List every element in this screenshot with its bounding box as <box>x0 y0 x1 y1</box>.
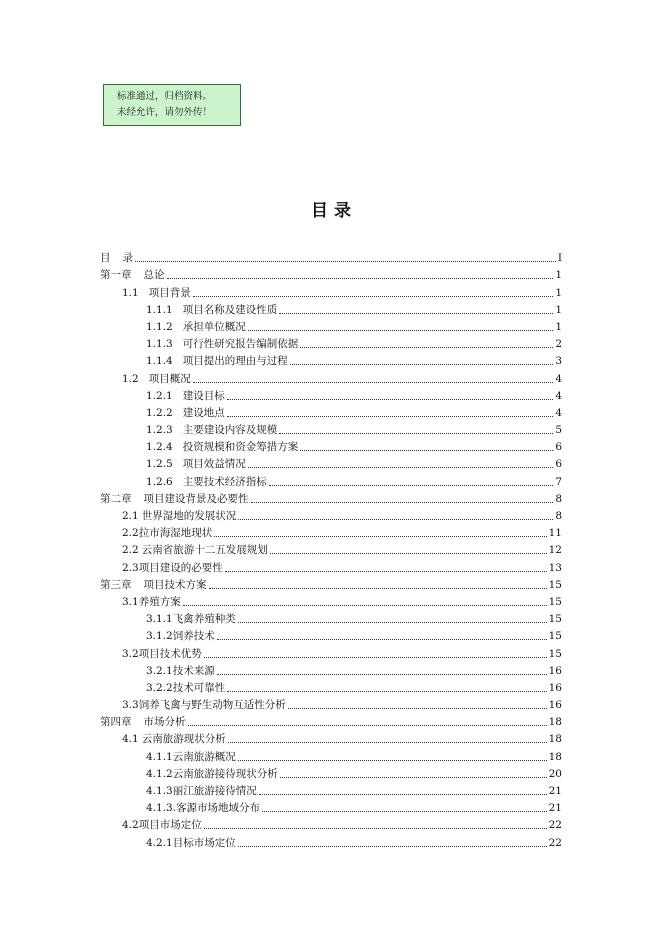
toc-entry[interactable] <box>100 694 562 711</box>
toc-entry[interactable] <box>100 505 562 522</box>
toc-entry[interactable] <box>100 591 562 608</box>
toc-entry-text: 拉市海湿地现状 <box>138 527 213 540</box>
toc-entry-label <box>146 785 257 797</box>
toc-entry-text: 市场分析 <box>143 716 186 729</box>
toc-entry-label <box>146 441 298 453</box>
toc-entry-page: 4 <box>555 406 562 419</box>
dot-leader <box>227 399 554 400</box>
toc-entry-number: 2.3 <box>122 561 139 574</box>
toc-entry-page: 15 <box>548 578 562 591</box>
toc-entry-number: 第四章 <box>100 716 132 729</box>
dot-leader <box>188 725 547 726</box>
dot-leader <box>225 571 547 572</box>
dot-leader <box>217 639 547 640</box>
toc-entry[interactable] <box>100 299 562 316</box>
toc-entry-number: 1.2.6 <box>146 475 173 488</box>
toc-entry-label <box>146 751 236 763</box>
toc-entry-page: 8 <box>555 510 562 522</box>
toc-entry-text: 技术来源 <box>172 664 215 677</box>
toc-entry-page: 12 <box>548 544 562 557</box>
toc-entry-text: 项目背景 <box>148 286 191 299</box>
toc-entry-page: 22 <box>548 819 562 832</box>
toc-entry-label <box>146 630 215 642</box>
toc-entry-label <box>100 252 133 264</box>
toc-entry[interactable] <box>100 488 562 505</box>
toc-entry-label <box>122 733 226 745</box>
toc-entry-number: 4.1.3. <box>146 802 177 815</box>
toc-entry-page: 5 <box>555 424 562 437</box>
toc-entry-number: 3.2 <box>122 647 139 660</box>
toc-entry-page: 4 <box>555 372 562 385</box>
toc-entry-page: 21 <box>548 802 562 815</box>
toc-entry[interactable] <box>100 574 562 591</box>
toc-entry-text: 建设目标 <box>182 389 225 402</box>
toc-entry-label <box>146 355 288 367</box>
toc-entry[interactable] <box>100 539 562 556</box>
toc-entry-text: 丽江旅游接待情况 <box>172 785 257 797</box>
toc-entry-number: 4.1 <box>122 733 139 746</box>
toc-entry-number: 1.2.4 <box>146 441 173 454</box>
toc-entry-label <box>146 458 246 470</box>
page-title: 目 录 <box>311 201 351 221</box>
toc-entry-text: 项目技术优势 <box>138 647 202 660</box>
toc-entry-label <box>146 682 225 694</box>
toc-entry-number: 4.1.3 <box>146 785 173 797</box>
toc-entry-number: 2.2 <box>122 527 139 540</box>
toc-entry-text: 项目概况 <box>148 372 191 385</box>
toc-entry-text: 投资规模和资金筹措方案 <box>182 441 299 454</box>
dot-leader <box>214 536 546 537</box>
toc-entry[interactable] <box>100 453 562 470</box>
toc-entry-page: 18 <box>548 716 562 729</box>
toc-entry-text: 建设地点 <box>182 406 225 419</box>
toc-entry[interactable] <box>100 814 562 831</box>
toc-entry-number: 4.1.2 <box>146 767 173 780</box>
toc-entry[interactable] <box>100 728 562 745</box>
toc-entry-page: 20 <box>548 767 562 780</box>
toc-entry[interactable] <box>100 522 562 539</box>
toc-entry-page: 15 <box>548 630 562 643</box>
toc-entry-page: 6 <box>555 441 562 454</box>
toc-entry-label <box>146 321 246 333</box>
toc-entry-text: 云南旅游概况 <box>172 750 236 763</box>
dot-leader <box>300 347 553 348</box>
toc-entry-number: 1.2.2 <box>146 406 173 419</box>
approval-notice-box <box>103 84 241 126</box>
toc-entry-label <box>122 287 191 299</box>
toc-entry-text: 主要技术经济指标 <box>182 475 267 488</box>
toc-entry[interactable] <box>100 745 562 762</box>
toc-entry-number: 1.1.3 <box>146 338 173 351</box>
toc-entry[interactable] <box>100 247 562 264</box>
table-of-contents <box>100 247 562 849</box>
toc-entry-page: 15 <box>548 647 562 660</box>
toc-entry-number: 第三章 <box>100 578 132 591</box>
toc-entry-text: 可行性研究报告编制依据 <box>182 338 299 351</box>
toc-entry-number: 2.1 <box>122 510 139 522</box>
toc-entry-page: I <box>557 252 562 265</box>
toc-entry-text: 饲养飞禽与野生动物互适性分析 <box>138 699 286 712</box>
toc-entry-label <box>122 596 181 608</box>
toc-entry-number: 4.2.1 <box>146 836 173 849</box>
toc-entry-text: 目标市场定位 <box>172 836 236 849</box>
toc-entry[interactable] <box>100 556 562 573</box>
toc-entry[interactable] <box>100 831 562 848</box>
dot-leader <box>228 742 547 743</box>
toc-entry-page: 7 <box>555 475 562 488</box>
toc-entry-number: 1.2.1 <box>146 389 173 402</box>
toc-entry-page: 4 <box>555 389 562 402</box>
toc-entry[interactable] <box>100 470 562 487</box>
dot-leader <box>259 794 547 795</box>
toc-entry[interactable] <box>100 677 562 694</box>
toc-entry[interactable] <box>100 402 562 419</box>
toc-entry-number: 1.1.2 <box>146 320 173 333</box>
toc-entry-label <box>146 837 236 849</box>
toc-entry-label <box>146 424 277 436</box>
dot-leader <box>193 296 554 297</box>
toc-entry-label <box>122 527 212 539</box>
toc-entry[interactable] <box>100 608 562 625</box>
dot-leader <box>269 485 554 486</box>
toc-entry[interactable] <box>100 625 562 642</box>
toc-entry-number: 1.2.3 <box>146 424 173 437</box>
toc-entry-text: 技术可靠性 <box>172 681 226 694</box>
dot-leader <box>204 828 547 829</box>
toc-entry-number: 1.1.1 <box>146 303 173 316</box>
toc-entry-label <box>100 493 249 505</box>
toc-entry[interactable] <box>100 780 562 797</box>
dot-leader <box>217 674 547 675</box>
toc-entry-number: 1.1 <box>122 286 139 299</box>
toc-entry-text: 客源市场地域分布 <box>176 802 261 815</box>
dot-leader <box>227 416 554 417</box>
toc-entry-page: 22 <box>548 836 562 849</box>
notice-line-1: 标准通过，归档资料。 <box>117 91 213 102</box>
dot-leader <box>248 330 554 331</box>
toc-entry-number: 4.1.1 <box>146 750 173 763</box>
toc-entry-page: 1 <box>555 320 562 333</box>
toc-entry-number: 1.2.5 <box>146 458 173 471</box>
toc-entry-label <box>100 269 165 281</box>
toc-entry-text: 云南旅游接待现状分析 <box>172 767 278 780</box>
notice-line-2: 未经允许，请勿外传！ <box>117 107 213 118</box>
toc-entry-text: 项目技术方案 <box>143 578 207 591</box>
toc-entry-number: 3.1.1 <box>146 613 173 626</box>
toc-entry-number: 3.3 <box>122 699 139 712</box>
toc-entry-number: 3.1 <box>122 595 139 608</box>
dot-leader <box>251 502 554 503</box>
toc-entry-number: 第一章 <box>100 269 132 282</box>
toc-entry-number: 4.2 <box>122 819 139 832</box>
toc-entry-page: 1 <box>555 269 562 282</box>
toc-entry[interactable] <box>100 316 562 333</box>
toc-entry-text: 飞禽养殖种类 <box>172 613 236 626</box>
toc-entry-page: 8 <box>555 492 562 505</box>
toc-entry-page: 6 <box>555 458 562 471</box>
toc-entry-label <box>122 544 268 556</box>
toc-entry[interactable] <box>100 367 562 384</box>
toc-entry-label <box>146 338 298 350</box>
toc-entry-page: 21 <box>548 785 562 797</box>
toc-entry-text: 世界湿地的发展状况 <box>141 510 237 522</box>
dot-leader <box>238 519 553 520</box>
toc-entry-page: 18 <box>548 733 562 746</box>
dot-leader <box>183 605 547 606</box>
toc-entry[interactable] <box>100 642 562 659</box>
toc-entry-text: 项目建设背景及必要性 <box>143 492 249 505</box>
toc-entry-label <box>122 819 202 831</box>
toc-entry-page: 18 <box>548 750 562 763</box>
toc-entry-text: 项目提出的理由与过程 <box>182 355 288 368</box>
toc-entry-page: 15 <box>548 595 562 608</box>
toc-entry-page: 16 <box>548 664 562 677</box>
toc-entry-text: 云南省旅游十二五发展规划 <box>141 544 268 557</box>
toc-entry-label <box>100 716 186 728</box>
toc-entry-text: 承担单位概况 <box>182 320 246 333</box>
toc-entry-label <box>122 562 223 574</box>
toc-entry-number: 3.2.2 <box>146 681 173 694</box>
dot-leader <box>204 657 547 658</box>
dot-leader <box>238 846 547 847</box>
toc-entry-number: 3.1.2 <box>146 630 173 643</box>
toc-entry-label <box>122 373 191 385</box>
toc-entry-text: 项目名称及建设性质 <box>182 303 278 316</box>
toc-entry-text: 项目市场定位 <box>138 819 202 832</box>
toc-entry[interactable] <box>100 350 562 367</box>
toc-entry-page: 13 <box>548 561 562 574</box>
toc-entry-label <box>122 510 236 522</box>
dot-leader <box>288 708 547 709</box>
toc-entry-number: 1.2 <box>122 372 139 385</box>
toc-entry-number: 第二章 <box>100 492 132 505</box>
dot-leader <box>262 811 547 812</box>
toc-entry[interactable] <box>100 436 562 453</box>
toc-entry-label <box>146 390 225 402</box>
toc-entry[interactable] <box>100 281 562 298</box>
dot-leader <box>279 313 553 314</box>
toc-entry-page: 2 <box>555 338 562 351</box>
toc-entry-page: 3 <box>555 355 562 368</box>
toc-entry-label <box>146 304 277 316</box>
dot-leader <box>167 278 554 279</box>
toc-entry-number: 1.1.4 <box>146 355 173 368</box>
toc-entry[interactable] <box>100 711 562 728</box>
toc-entry-page: 1 <box>555 286 562 299</box>
dot-leader <box>238 760 547 761</box>
dot-leader <box>227 691 546 692</box>
toc-entry-label <box>146 768 278 780</box>
toc-entry[interactable] <box>100 264 562 281</box>
toc-entry-number: 3.2.1 <box>146 664 173 677</box>
dot-leader <box>193 382 554 383</box>
toc-entry[interactable] <box>100 385 562 402</box>
toc-entry-text: 录 <box>122 252 133 265</box>
toc-entry-label <box>100 579 207 591</box>
toc-entry-page: 16 <box>548 681 562 694</box>
toc-entry[interactable] <box>100 763 562 780</box>
toc-entry-page: 16 <box>548 699 562 712</box>
toc-entry-label <box>146 802 260 814</box>
toc-entry-text: 养殖方案 <box>138 595 181 608</box>
toc-entry-text: 饲养技术 <box>172 630 215 643</box>
toc-entry-label <box>122 648 202 660</box>
toc-entry-text: 项目建设的必要性 <box>138 561 223 574</box>
dot-leader <box>248 467 554 468</box>
toc-entry-number: 2.2 <box>122 544 139 557</box>
toc-entry-label <box>146 613 236 625</box>
dot-leader <box>209 588 547 589</box>
dot-leader <box>238 622 547 623</box>
toc-entry-label <box>146 665 215 677</box>
dot-leader <box>280 777 547 778</box>
toc-entry-page: 1 <box>555 303 562 316</box>
toc-entry-page: 11 <box>548 527 562 540</box>
dot-leader <box>279 433 553 434</box>
toc-entry-label <box>146 476 267 488</box>
toc-entry-label <box>122 699 286 711</box>
toc-entry-number: 目 <box>100 252 111 265</box>
toc-entry[interactable] <box>100 797 562 814</box>
toc-entry-page: 15 <box>548 613 562 626</box>
toc-entry-text: 项目效益情况 <box>182 458 246 471</box>
toc-entry[interactable] <box>100 660 562 677</box>
toc-entry-text: 总论 <box>143 269 165 282</box>
toc-entry-label <box>146 407 225 419</box>
dot-leader <box>290 364 554 365</box>
toc-entry-text: 主要建设内容及规模 <box>182 424 278 437</box>
toc-entry-text: 云南旅游现状分析 <box>141 733 226 746</box>
toc-entry[interactable] <box>100 419 562 436</box>
dot-leader <box>135 261 556 262</box>
dot-leader <box>300 450 553 451</box>
dot-leader <box>270 553 547 554</box>
toc-entry[interactable] <box>100 333 562 350</box>
